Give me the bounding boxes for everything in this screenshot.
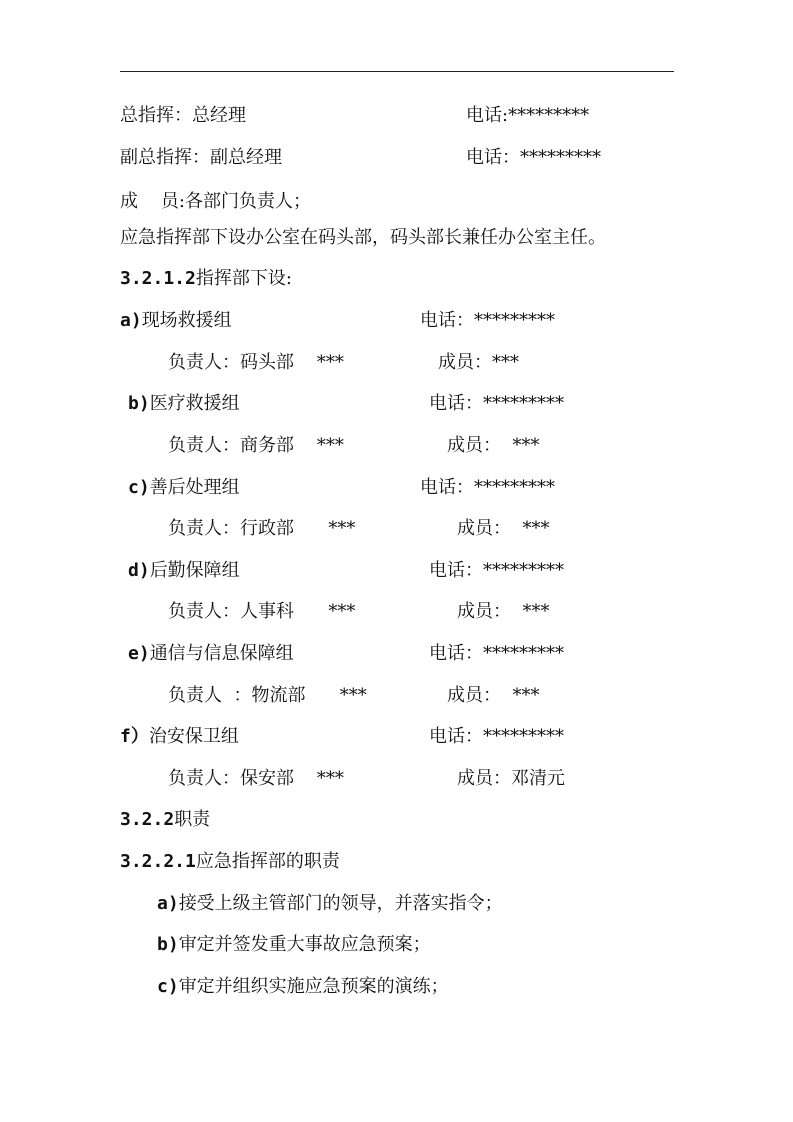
group-phone-e: 电话：********* [429, 643, 564, 664]
group-heading-c [128, 476, 240, 500]
group-member-c: 成员： *** [457, 518, 550, 539]
group-phone-c: 电话：********* [420, 477, 555, 498]
group-mark: f） [120, 726, 149, 747]
group-lead-e: 负责人 ：物流部 *** [168, 685, 367, 706]
group-mark: d) [128, 560, 150, 581]
commander-line: 总指挥：总经理 [120, 105, 246, 126]
group-member-d: 成员： *** [457, 601, 550, 622]
group-mark: c) [128, 477, 150, 498]
section-322-heading [120, 808, 210, 832]
section-number: 3.2.1.2 [120, 268, 196, 289]
group-mark: a) [120, 310, 142, 331]
group-heading-e [128, 642, 294, 666]
group-phone-a: 电话：********* [420, 310, 555, 331]
group-phone-f: 电话：********* [429, 726, 564, 747]
group-name: 通信与信息保障组 [149, 643, 294, 664]
group-lead-b: 负责人：商务部 *** [168, 435, 344, 456]
group-heading-b [128, 392, 240, 416]
group-heading-f [120, 725, 239, 749]
duty-text: 接受上级主管部门的领导，并落实指令； [178, 893, 503, 914]
group-member-b: 成员： *** [447, 435, 540, 456]
group-lead-a: 负责人：码头部 *** [168, 352, 344, 373]
header-rule [120, 71, 674, 72]
group-phone-b: 电话：********* [429, 393, 564, 414]
section-number: 3.2.2 [120, 809, 175, 830]
group-lead-f: 负责人：保安部 *** [168, 768, 344, 789]
group-phone-d: 电话：********* [429, 560, 564, 581]
duty-mark: b) [157, 934, 179, 955]
group-name: 善后处理组 [149, 477, 240, 498]
group-member-e: 成员： *** [447, 685, 540, 706]
section-title: 职责 [174, 809, 211, 830]
group-lead-c: 负责人：行政部 *** [168, 518, 356, 539]
section-number: 3.2.2.1 [120, 851, 196, 872]
duty-item-b [157, 933, 431, 957]
office-note: 应急指挥部下设办公室在码头部，码头部长兼任办公室主任。 [120, 227, 606, 248]
group-heading-d [128, 559, 240, 583]
group-member-f: 成员：邓清元 [457, 768, 565, 789]
group-mark: e) [128, 643, 150, 664]
group-lead-d: 负责人：人事科 *** [168, 601, 356, 622]
group-heading-a [120, 309, 232, 333]
group-name: 医疗救援组 [149, 393, 240, 414]
duty-text: 审定并组织实施应急预案的演练； [178, 976, 449, 997]
group-name: 治安保卫组 [148, 726, 239, 747]
section-3221-heading [120, 850, 340, 874]
duty-item-a [157, 892, 503, 916]
duty-mark: a) [157, 893, 179, 914]
group-member-a: 成员：*** [438, 352, 519, 373]
section-3212-heading [120, 267, 292, 291]
section-title: 指挥部下设: [195, 268, 292, 289]
commander-phone: 电话:********* [466, 105, 590, 126]
members-line: 成 员:各部门负责人； [120, 191, 311, 212]
group-name: 后勤保障组 [149, 560, 240, 581]
duty-item-c [157, 975, 449, 999]
duty-mark: c) [157, 976, 179, 997]
deputy-commander-phone: 电话：********* [466, 147, 601, 168]
deputy-commander-line: 副总指挥：副总经理 [120, 147, 282, 168]
duty-text: 审定并签发重大事故应急预案； [178, 934, 431, 955]
section-title: 应急指挥部的职责 [195, 851, 340, 872]
group-name: 现场救援组 [141, 310, 232, 331]
group-mark: b) [128, 393, 150, 414]
